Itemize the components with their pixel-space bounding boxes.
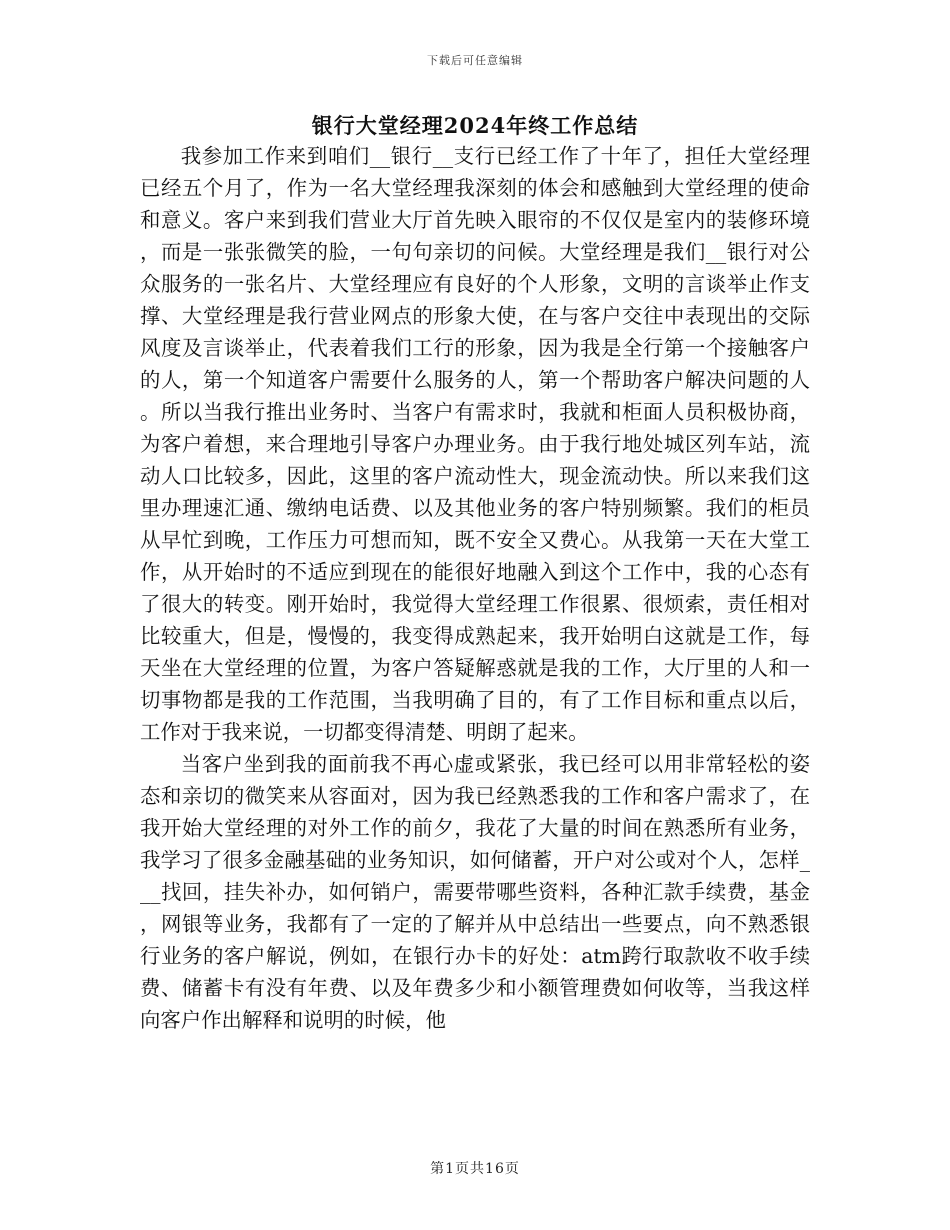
paragraph: 当客户坐到我的面前我不再心虚或紧张，我已经可以用非常轻松的姿态和亲切的微笑来从容面对，因为我已经熟悉我的工作和客户需求了，在我开始大堂经理的对外工作的前夕，我花了大量的时间在熟悉所有业务，我学习了很多金融基础的业务知识，如何储蓄，开户对公或对个人，怎样___找回，挂失补办，如何销户，需要带哪些资料，各种汇款手续费，基金，网银等业务，我都有了一定的了解并从中总结出一些要点，向不熟悉银行业务的客户解说，例如，在银行办卡的好处：atm跨行取款收不收手续费、储蓄卡有没有年费、以及年费多少和小额管理费如何收等，当我这样向客户作出解释和说明的时候，他 xyxy=(140,752,810,1032)
paragraph: 我参加工作来到咱们__银行__支行已经工作了十年了，担任大堂经理已经五个月了，作为一名大堂经理我深刻的体会和感触到大堂经理的使命和意义。客户来到我们营业大厅首先映入眼帘的不仅仅是室内的装修环境，而是一张张微笑的脸，一句句亲切的问候。大堂经理是我们__银行对公众服务的一张名片、大堂经理应有良好的个人形象，文明的言谈举止作支撑、大堂经理是我行营业网点的形象大使，在与客户交往中表现出的交际风度及言谈举止，代表着我们工行的形象，因为我是全行第一个接触客户的人，第一个知道客户需要什么服务的人，第一个帮助客户解决问题的人。所以当我行推出业务时、当客户有需求时，我就和柜面人员积极协商，为客户着想，来合理地引导客户办理业务。由于我行地处城区列车站，流动人口比较多，因此，这里的客户流动性大，现金流动快。所以来我们这里办理速汇通、缴纳电话费、以及其他业务的客户特别频繁。我们的柜员从早忙到晚，工作压力可想而知，既不安全又费心。从我第一天在大堂工作，从开始时的不适应到现在的能很好地融入到这个工作中，我的心态有了很大的转变。刚开始时，我觉得大堂经理工作很累、很烦索，责任相对比较重大，但是，慢慢的，我变得成熟起来，我开始明白这就是工作，每天坐在大堂经理的位置，为客户答疑解惑就是我的工作，大厅里的人和一切事物都是我的工作范围，当我明确了目的，有了工作目标和重点以后，工作对于我来说，一切都变得清楚、明朗了起来。 xyxy=(140,144,810,744)
header-note: 下载后可任意编辑 xyxy=(427,54,523,67)
document-title: 银行大堂经理2024年终工作总结 xyxy=(311,113,639,138)
document-body xyxy=(140,140,810,1036)
page-number: 第1页共16页 xyxy=(430,1161,520,1177)
